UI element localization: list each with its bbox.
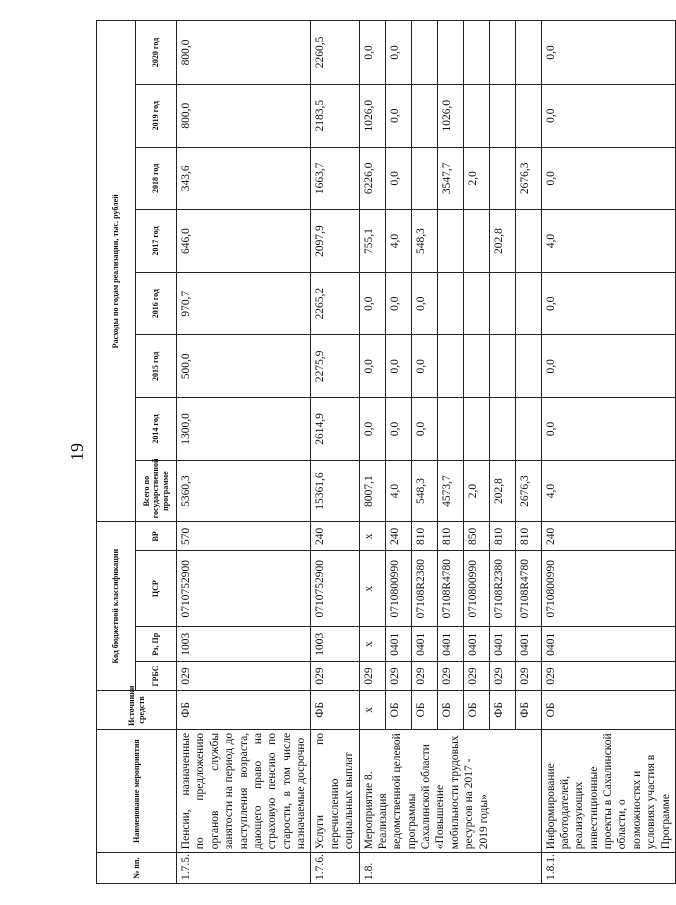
cell-vr: 850: [463, 522, 489, 551]
cell-2019: 800,0: [177, 84, 311, 147]
cell-no: 1.7.6.: [311, 853, 359, 884]
cell-rzpr: 1003: [177, 627, 311, 662]
cell-grbs: 029: [177, 662, 311, 691]
cell-total: 4,0: [541, 460, 675, 522]
cell-rzpr: 1003: [311, 627, 359, 662]
header-total: Всего по государственной программе: [136, 460, 177, 522]
cell-vr: 240: [385, 522, 411, 551]
header-2016: 2016 год: [136, 272, 177, 335]
cell-2020: 0,0: [385, 21, 411, 85]
cell-2017: 202,8: [489, 210, 515, 273]
cell-csr: 0710800990: [463, 551, 489, 627]
cell-total: 4,0: [385, 460, 411, 522]
cell-source: ФБ: [489, 690, 515, 729]
cell-rzpr: 0401: [463, 627, 489, 662]
cell-grbs: 029: [437, 662, 463, 691]
cell-grbs: 029: [359, 662, 385, 691]
cell-2016: 0,0: [541, 272, 675, 335]
cell-2015: [463, 335, 489, 398]
cell-no: 1.8.: [359, 853, 541, 884]
cell-2016: 970,7: [177, 272, 311, 335]
cell-2020: 0,0: [359, 21, 385, 85]
cell-2018: 3547,7: [437, 147, 463, 210]
cell-grbs: 029: [541, 662, 675, 691]
cell-2014: 0,0: [541, 398, 675, 461]
cell-csr: 07108R4780: [437, 551, 463, 627]
header-name: Наименование мероприятия: [97, 729, 177, 852]
cell-source: ФБ: [177, 690, 311, 729]
cell-vr: 810: [411, 522, 437, 551]
cell-2018: 2,0: [463, 147, 489, 210]
cell-2017: 2097,9: [311, 210, 359, 273]
cell-2017: 755,1: [359, 210, 385, 273]
rotated-page-area: [96, 20, 672, 884]
cell-csr: 0710800990: [385, 551, 411, 627]
cell-total: 15361,6: [311, 460, 359, 522]
cell-2017: [437, 210, 463, 273]
table-row: [541, 21, 675, 884]
cell-2019: [489, 84, 515, 147]
cell-csr: 0710752900: [177, 551, 311, 627]
header-expenses-group: Расходы по годам реализации, тыс. рублей: [97, 21, 136, 522]
cell-2020: 2260,5: [311, 21, 359, 85]
cell-name: Услуги по перечислению социальных выплат: [311, 729, 359, 852]
cell-2014: [437, 398, 463, 461]
cell-rzpr: 0401: [515, 627, 541, 662]
header-code-group: Код бюджетной классификации: [97, 522, 136, 690]
cell-rzpr: 0401: [385, 627, 411, 662]
cell-vr: 810: [515, 522, 541, 551]
cell-grbs: 029: [385, 662, 411, 691]
header-grbs: ГРБС: [136, 662, 177, 691]
cell-2018: [411, 147, 437, 210]
cell-csr: 07108R2380: [489, 551, 515, 627]
cell-2016: 2265,2: [311, 272, 359, 335]
cell-2017: 4,0: [541, 210, 675, 273]
cell-2020: [411, 21, 437, 85]
cell-total: 5360,3: [177, 460, 311, 522]
cell-source: ОБ: [437, 690, 463, 729]
header-no: № пп.: [97, 853, 177, 884]
cell-total: 548,3: [411, 460, 437, 522]
budget-table: [96, 20, 676, 884]
cell-source: ОБ: [541, 690, 675, 729]
cell-2016: 0,0: [359, 272, 385, 335]
cell-2016: [489, 272, 515, 335]
cell-2018: [489, 147, 515, 210]
cell-2018: 6226,0: [359, 147, 385, 210]
cell-2018: 0,0: [541, 147, 675, 210]
table-row: [177, 21, 311, 884]
table-row: [311, 21, 359, 884]
cell-2014: 0,0: [411, 398, 437, 461]
cell-grbs: 029: [463, 662, 489, 691]
cell-2019: 1026,0: [437, 84, 463, 147]
cell-2014: 0,0: [385, 398, 411, 461]
cell-2017: [515, 210, 541, 273]
cell-2015: 0,0: [411, 335, 437, 398]
page-number: 19: [67, 443, 87, 461]
cell-vr: x: [359, 522, 385, 551]
cell-2016: [463, 272, 489, 335]
cell-no: 1.8.1.: [541, 853, 675, 884]
cell-total: 8007,1: [359, 460, 385, 522]
header-2015: 2015 год: [136, 335, 177, 398]
cell-grbs: 029: [515, 662, 541, 691]
cell-2020: [437, 21, 463, 85]
cell-2014: [463, 398, 489, 461]
cell-2016: 0,0: [385, 272, 411, 335]
cell-2014: [489, 398, 515, 461]
cell-2016: 0,0: [411, 272, 437, 335]
header-2017: 2017 год: [136, 210, 177, 273]
cell-2017: 4,0: [385, 210, 411, 273]
cell-2017: 548,3: [411, 210, 437, 273]
cell-2018: 1663,7: [311, 147, 359, 210]
cell-2016: [437, 272, 463, 335]
cell-name: Мероприятие 8. Реализация ведомственной целевой программы Сахалинской области «Повышение мобильности трудовых ресурсов на 2017 - 2019 годы»: [359, 729, 541, 852]
cell-total: 2,0: [463, 460, 489, 522]
cell-2015: 0,0: [541, 335, 675, 398]
cell-2018: 343,6: [177, 147, 311, 210]
cell-csr: 0710752900: [311, 551, 359, 627]
cell-vr: 810: [437, 522, 463, 551]
cell-2014: 0,0: [359, 398, 385, 461]
header-rzpr: Рз, Пр: [136, 627, 177, 662]
cell-grbs: 029: [489, 662, 515, 691]
header-2020: 2020 год: [136, 21, 177, 85]
header-2018: 2018 год: [136, 147, 177, 210]
cell-name: Пенсии, назначенные по предложению органов службы занятости на период до наступления возраста, дающего право на страховую пенсию по старости, в том числе назначаемые досрочно: [177, 729, 311, 852]
cell-2019: 1026,0: [359, 84, 385, 147]
cell-csr: 07108R4780: [515, 551, 541, 627]
cell-2019: 2183,5: [311, 84, 359, 147]
cell-total: 202,8: [489, 460, 515, 522]
cell-csr: x: [359, 551, 385, 627]
cell-grbs: 029: [411, 662, 437, 691]
cell-total: 2676,3: [515, 460, 541, 522]
cell-rzpr: 0401: [411, 627, 437, 662]
cell-source: ФБ: [515, 690, 541, 729]
cell-2020: [463, 21, 489, 85]
cell-vr: 240: [311, 522, 359, 551]
table-row: [359, 21, 385, 884]
cell-rzpr: x: [359, 627, 385, 662]
cell-2020: 0,0: [541, 21, 675, 85]
cell-vr: 240: [541, 522, 675, 551]
cell-source: ОБ: [411, 690, 437, 729]
cell-csr: 0710800990: [541, 551, 675, 627]
budget-table-rotated: [96, 20, 672, 884]
header-source: Источники средств: [97, 690, 177, 729]
header-csr: ЦСР: [136, 551, 177, 627]
header-vr: ВР: [136, 522, 177, 551]
cell-rzpr: 0401: [437, 627, 463, 662]
cell-2014: 1300,0: [177, 398, 311, 461]
cell-2020: [515, 21, 541, 85]
cell-total: 4573,7: [437, 460, 463, 522]
cell-name: Информирование работодателей, реализующих инвестиционные проекты в Сахалинской области, о возможностях и условиях участия в Программе: [541, 729, 675, 852]
cell-no: 1.7.5.: [177, 853, 311, 884]
cell-2020: [489, 21, 515, 85]
cell-2014: 2614,9: [311, 398, 359, 461]
header-2019: 2019 год: [136, 84, 177, 147]
cell-2019: [463, 84, 489, 147]
cell-2019: [411, 84, 437, 147]
cell-2015: [515, 335, 541, 398]
cell-2019: 0,0: [541, 84, 675, 147]
header-2014: 2014 год: [136, 398, 177, 461]
cell-2019: [515, 84, 541, 147]
cell-2014: [515, 398, 541, 461]
cell-rzpr: 0401: [489, 627, 515, 662]
cell-source: ОБ: [385, 690, 411, 729]
cell-2017: [463, 210, 489, 273]
cell-source: x: [359, 690, 385, 729]
cell-2015: [437, 335, 463, 398]
cell-source: ОБ: [463, 690, 489, 729]
cell-2015: [489, 335, 515, 398]
cell-source: ФБ: [311, 690, 359, 729]
cell-rzpr: 0401: [541, 627, 675, 662]
cell-2015: 2275,9: [311, 335, 359, 398]
cell-2020: 800,0: [177, 21, 311, 85]
cell-2015: 0,0: [385, 335, 411, 398]
cell-vr: 570: [177, 522, 311, 551]
cell-2019: 0,0: [385, 84, 411, 147]
cell-2018: 0,0: [385, 147, 411, 210]
table-header-row-1: [97, 21, 136, 884]
cell-grbs: 029: [311, 662, 359, 691]
cell-2017: 646,0: [177, 210, 311, 273]
cell-2016: [515, 272, 541, 335]
cell-2018: 2676,3: [515, 147, 541, 210]
cell-2015: 500,0: [177, 335, 311, 398]
cell-2015: 0,0: [359, 335, 385, 398]
cell-csr: 07108R2380: [411, 551, 437, 627]
cell-vr: 810: [489, 522, 515, 551]
